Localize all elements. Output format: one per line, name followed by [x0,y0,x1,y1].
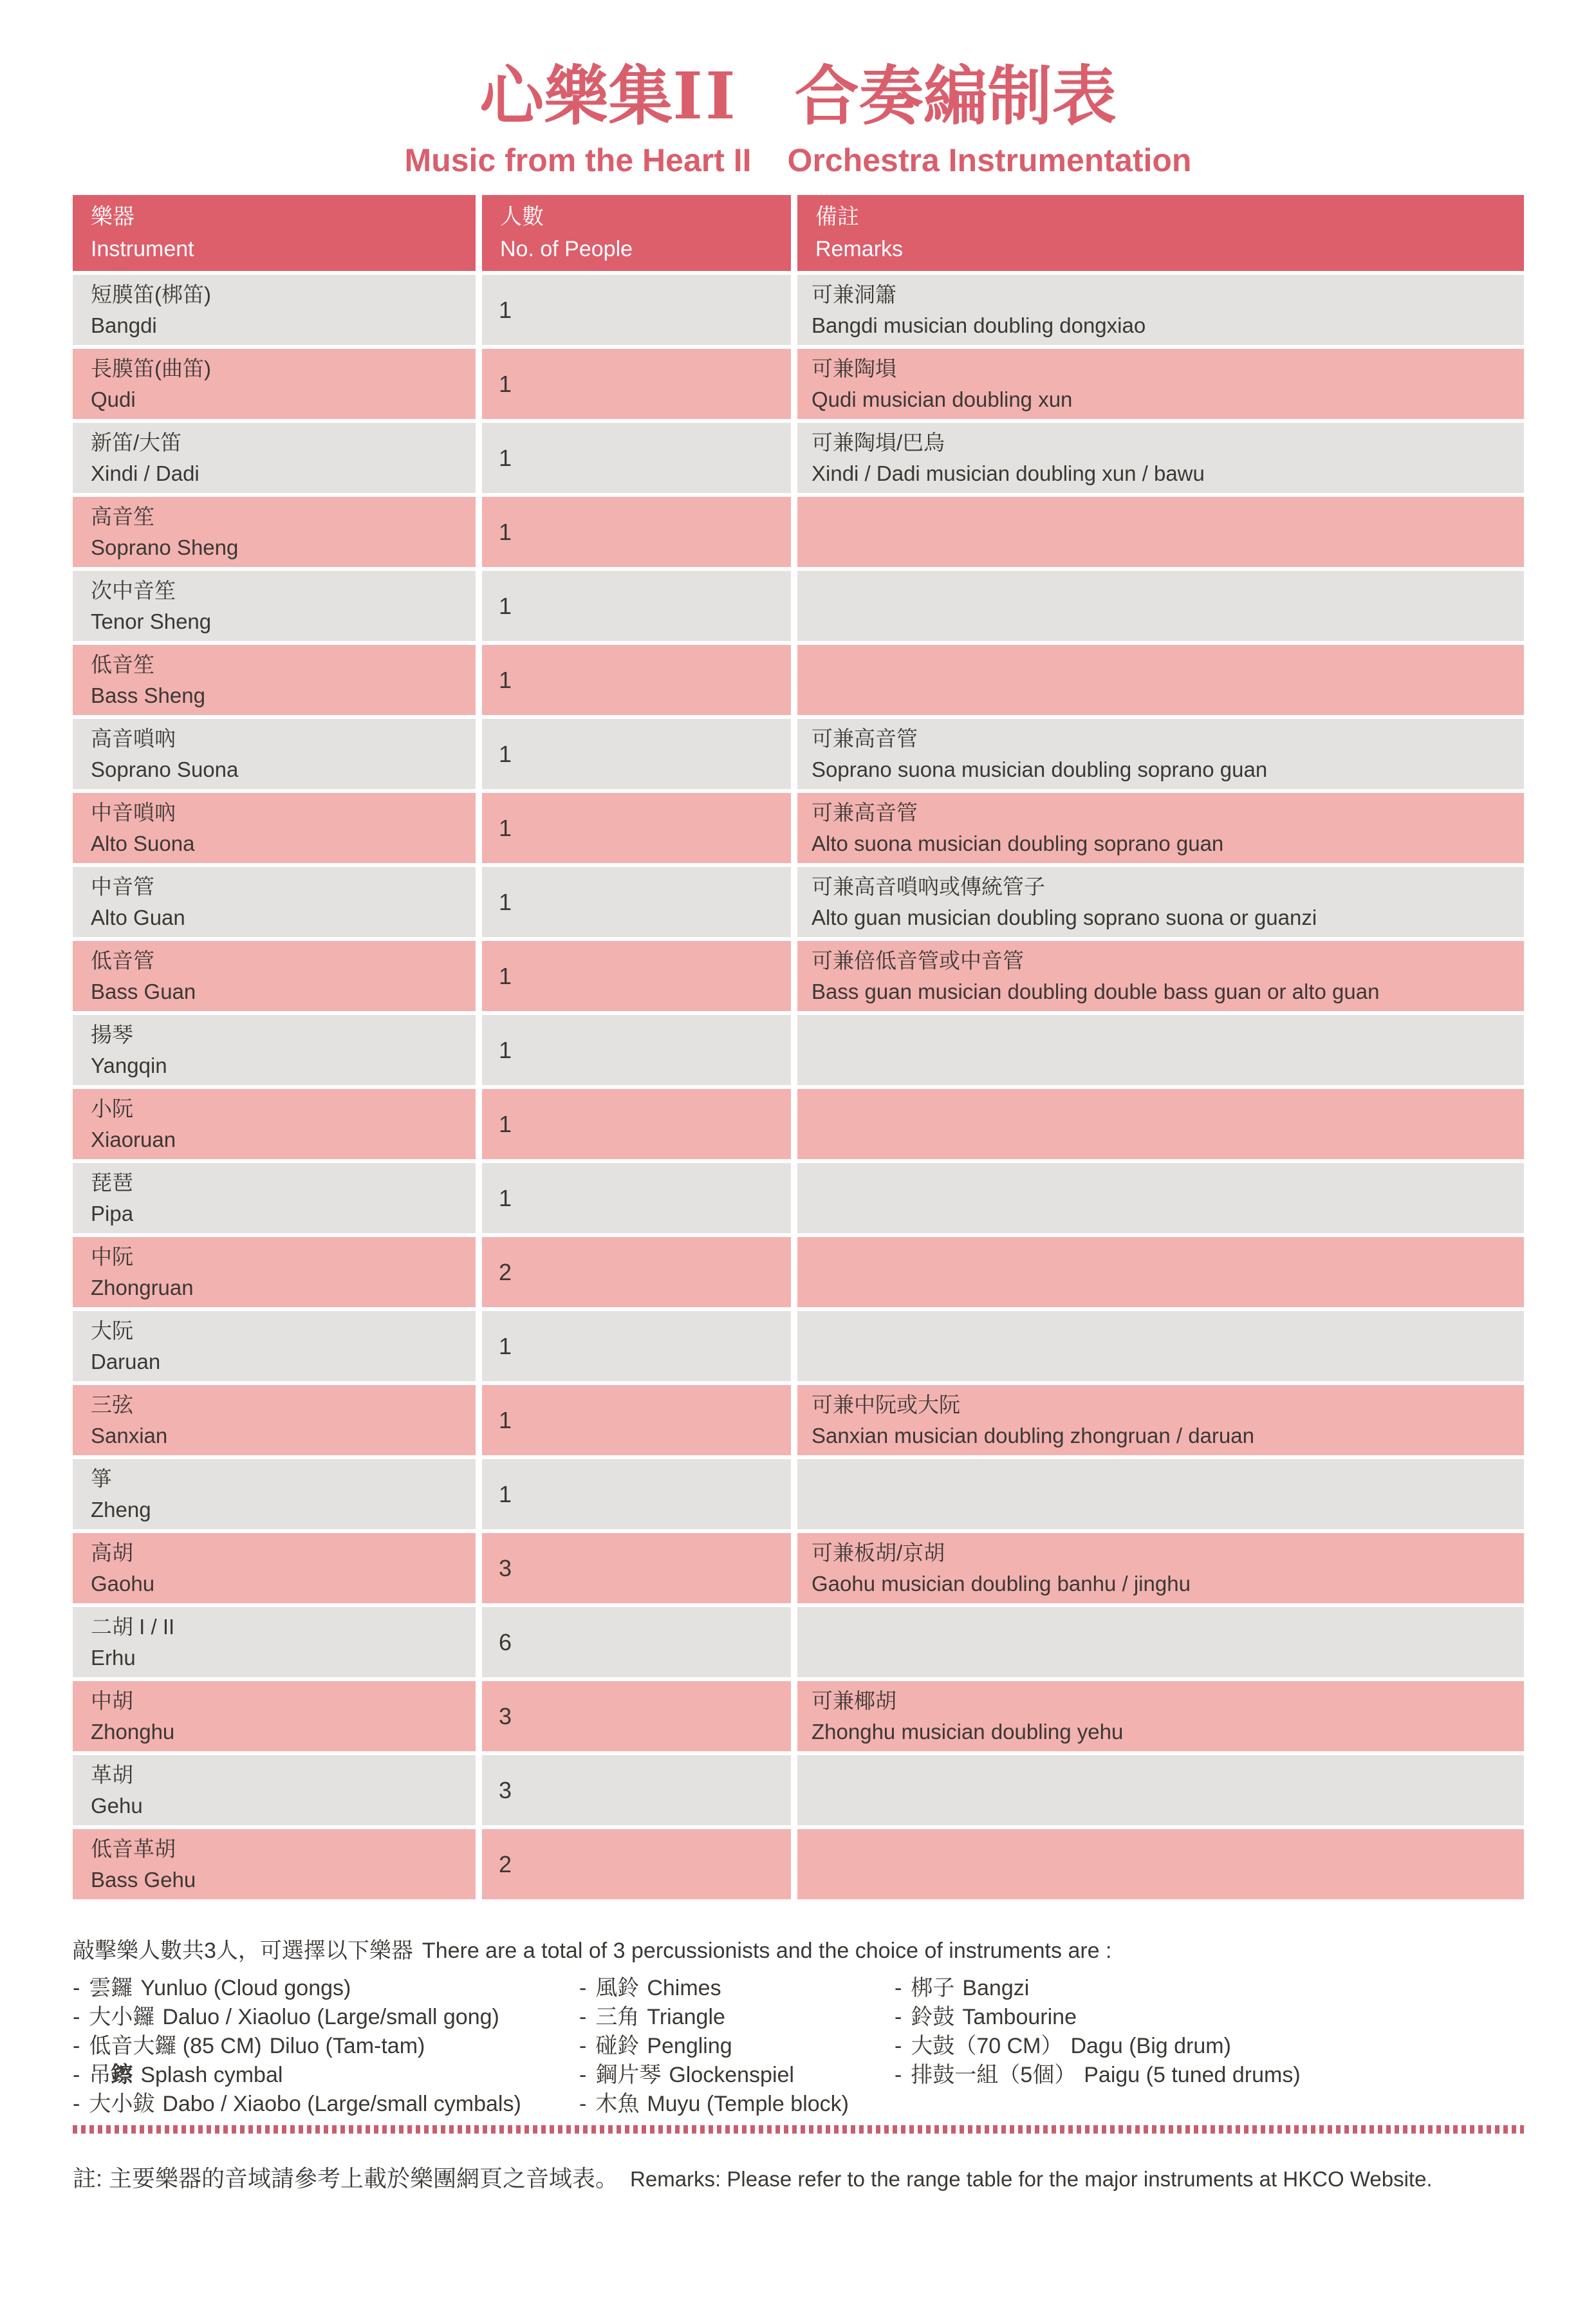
item-en: Yunluo (Cloud gongs) [140,1976,351,2000]
dash: - [73,2005,80,2029]
count-cell: 1 [482,497,791,567]
instrument-cell [73,1681,476,1751]
count-cell: 6 [482,1607,791,1677]
header-count-zh: 人數 [500,205,544,229]
item-zh-bold: 鑔 [111,2063,133,2087]
percussion-item [73,2032,579,2061]
remark-cell [797,1311,1524,1381]
footnote-en: Remarks: Please refer to the range table for the major instruments at HKCO Website. [630,2167,1433,2191]
percussion-item [73,1974,579,2003]
dash: - [579,2005,587,2029]
instrument-cell [73,275,476,345]
count-cell: 1 [482,1311,791,1381]
instrument-cell [73,719,476,789]
percussion-item [73,2061,579,2090]
instrument-en: Bass Sheng [91,683,205,707]
instrument-cell [73,1755,476,1825]
percussion-item [579,2032,895,2061]
item-zh: 低音大鑼 (85 CM) [89,2034,262,2058]
item-en: Dabo / Xiaobo (Large/small cymbals) [162,2092,521,2116]
table-row [73,719,1524,789]
item-en: Diluo (Tam-tam) [269,2034,425,2058]
instrument-en: Daruan [91,1349,161,1373]
instrument-cell [73,497,476,567]
instrument-zh: 短膜笛(梆笛) [91,282,211,306]
remark-en: Zhonghu musician doubling yehu [812,1719,1124,1744]
instrument-zh: 革胡 [91,1762,133,1787]
percussion-item [579,2061,895,2090]
dash: - [895,2005,902,2029]
remark-zh: 可兼高音管 [812,726,918,750]
remark-en: Soprano suona musician doubling soprano guan [812,757,1268,781]
instrument-cell [73,1311,476,1381]
instrument-en: Bass Gehu [91,1867,196,1892]
remark-en: Sanxian musician doubling zhongruan / daruan [812,1423,1254,1447]
percussion-item [895,2032,1523,2061]
instrument-en: Tenor Sheng [91,609,212,633]
table-row [73,793,1524,863]
remark-cell [797,571,1524,641]
count-cell: 1 [482,941,791,1011]
remark-cell [797,497,1524,567]
item-zh: 吊 [89,2063,111,2087]
item-en: Bangzi [962,1976,1030,2000]
footnote [73,2163,1596,2195]
item-zh: 大小鑼 [89,2005,155,2029]
instrument-en: Xiaoruan [91,1127,176,1151]
dash: - [73,2092,80,2116]
percussion-note-zh: 敲擊樂人數共3人，可選擇以下樂器 [73,1939,413,1963]
percussion-list [73,1974,1596,2119]
remark-cell [797,1755,1524,1825]
dash: - [579,2063,587,2087]
dash: - [579,2092,587,2116]
title-zh-rest: 合奏編制表 [794,60,1117,133]
remark-cell [797,1459,1524,1529]
count-cell: 1 [482,1385,791,1455]
remark-en: Xindi / Dadi musician doubling xun / bawu [812,461,1205,485]
instrument-cell [73,1829,476,1899]
instrument-en: Sanxian [91,1423,168,1447]
instrument-zh: 揚琴 [91,1022,133,1047]
count-cell: 1 [482,1459,791,1529]
item-en: Chimes [647,1976,721,2000]
table-row [73,1829,1524,1899]
item-en: Tambourine [962,2005,1077,2029]
instrument-zh: 低音笙 [91,652,154,676]
table-row [73,1163,1524,1233]
percussion-item [579,2090,895,2119]
dash: - [579,2034,587,2058]
remark-cell [797,941,1524,1011]
count-cell: 3 [482,1681,791,1751]
percussion-item [895,2061,1523,2090]
table-row [73,645,1524,715]
table-row [73,423,1524,493]
instrument-en: Gehu [91,1793,143,1818]
count-cell: 1 [482,645,791,715]
percussion-item [895,2003,1523,2032]
dash: - [895,1976,902,2000]
table-row [73,1533,1524,1603]
header-count-en: No. of People [500,237,633,261]
dash: - [73,2063,80,2087]
remark-cell [797,1829,1524,1899]
instrument-zh: 二胡 I / II [91,1614,175,1639]
instrument-cell [73,867,476,937]
item-en: Muyu (Temple block) [647,2092,849,2116]
dash: - [73,1976,80,2000]
percussion-item [73,2090,579,2119]
remark-cell [797,1089,1524,1159]
remark-cell [797,793,1524,863]
dash: - [73,2034,80,2058]
dotted-divider [73,2125,1524,2134]
count-cell: 1 [482,571,791,641]
remark-zh: 可兼高音嗩吶或傳統管子 [812,874,1045,898]
instrument-en: Soprano Sheng [91,535,239,559]
instrument-zh: 次中音笙 [91,578,176,602]
instrument-cell [73,423,476,493]
table-row [73,275,1524,345]
dash: - [579,1976,587,2000]
instrument-cell [73,645,476,715]
count-cell: 1 [482,1089,791,1159]
instrument-zh: 長膜笛(曲笛) [91,356,211,380]
item-zh: 梆子 [911,1976,955,2000]
instrument-cell [73,1533,476,1603]
count-cell: 1 [482,867,791,937]
title-en-left: Music from the Heart II [404,142,752,178]
item-zh: 排鼓一組（5個） [911,2063,1077,2087]
header-remarks-en: Remarks [815,237,904,261]
table-row [73,1089,1524,1159]
remark-cell [797,349,1524,419]
remark-zh: 可兼板胡/京胡 [812,1540,945,1565]
item-en: Glockenspiel [669,2063,794,2087]
instrument-zh: 大阮 [91,1318,133,1343]
count-cell: 3 [482,1755,791,1825]
instrument-cell [73,1163,476,1233]
percussion-note [73,1935,1596,1966]
count-cell: 1 [482,275,791,345]
header-cell-count [482,195,791,271]
title-en-right: Orchestra Instrumentation [787,142,1192,178]
item-en: Daluo / Xiaoluo (Large/small gong) [162,2005,499,2029]
table-header-row [73,195,1524,271]
header-instrument-zh: 樂器 [91,205,135,229]
instrument-zh: 低音管 [91,948,154,972]
table-row [73,867,1524,937]
dash: - [895,2063,902,2087]
item-zh: 大小鈸 [89,2092,155,2116]
remark-en: Alto guan musician doubling soprano suona or guanzi [812,905,1317,929]
table-row [73,1311,1524,1381]
item-zh: 鈴鼓 [911,2005,955,2029]
table-row [73,1681,1524,1751]
remark-cell [797,1015,1524,1085]
item-zh: 雲鑼 [89,1976,133,2000]
instrument-cell [73,1385,476,1455]
instrument-en: Gaohu [91,1571,155,1596]
table-row [73,1607,1524,1677]
instrument-cell [73,1015,476,1085]
item-en: Splash cymbal [140,2063,283,2087]
instrument-zh: 箏 [91,1466,112,1491]
remark-cell [797,645,1524,715]
instrument-zh: 中胡 [91,1688,133,1713]
count-cell: 1 [482,793,791,863]
instrument-en: Zhonghu [91,1719,175,1744]
item-zh: 大鼓（70 CM） [911,2034,1063,2058]
count-cell: 1 [482,349,791,419]
title-zh-numeral: II [673,58,738,134]
table-row [73,349,1524,419]
instrument-en: Zhongruan [91,1275,194,1299]
percussion-column-2 [579,1974,895,2119]
count-cell: 1 [482,1163,791,1233]
instrument-zh: 中音嗩吶 [91,800,176,824]
table-row [73,1015,1524,1085]
dash: - [895,2034,902,2058]
percussion-note-en: There are a total of 3 percussionists and the choice of instruments are : [422,1939,1112,1963]
instrument-en: Qudi [91,387,136,411]
instrument-zh: 高胡 [91,1540,133,1565]
instrument-en: Erhu [91,1645,136,1670]
item-en: Dagu (Big drum) [1070,2034,1231,2058]
remark-zh: 可兼陶塤/巴烏 [812,430,945,454]
remark-cell [797,1533,1524,1603]
header-cell-remarks [797,195,1524,271]
item-en: Pengling [647,2034,732,2058]
instrument-cell [73,1089,476,1159]
count-cell: 2 [482,1237,791,1307]
remark-zh: 可兼倍低音管或中音管 [812,948,1024,972]
instrument-zh: 高音笙 [91,504,154,528]
remark-cell [797,1163,1524,1233]
remark-zh: 可兼高音管 [812,800,918,824]
remark-en: Bangdi musician doubling dongxiao [812,313,1146,337]
instrument-cell [73,941,476,1011]
item-zh: 碰鈴 [595,2034,640,2058]
instrument-cell [73,571,476,641]
item-zh: 木魚 [595,2092,640,2116]
instrument-cell [73,1237,476,1307]
header-remarks-zh: 備註 [815,205,859,229]
item-zh: 風鈴 [595,1976,640,2000]
instrument-zh: 高音嗩吶 [91,726,176,750]
instrument-en: Yangqin [91,1053,167,1077]
percussion-item [579,2003,895,2032]
remark-en: Qudi musician doubling xun [812,387,1073,411]
item-en: Paigu (5 tuned drums) [1084,2063,1301,2087]
percussion-column-1 [73,1974,579,2119]
header-cell-instrument [73,195,476,271]
remark-cell [797,423,1524,493]
instrument-cell [73,1459,476,1529]
instrument-en: Alto Guan [91,905,185,929]
instrument-en: Bass Guan [91,979,196,1003]
table-row [73,571,1524,641]
page [0,59,1596,2317]
count-cell: 1 [482,1015,791,1085]
remark-zh: 可兼陶塤 [812,356,896,380]
remark-cell [797,719,1524,789]
percussion-item [579,1974,895,2003]
instrument-zh: 小阮 [91,1096,133,1121]
remark-en: Bass guan musician doubling double bass guan or alto guan [812,979,1380,1003]
remark-zh: 可兼中阮或大阮 [812,1392,960,1417]
count-cell: 3 [482,1533,791,1603]
percussion-item [73,2003,579,2032]
remark-en: Gaohu musician doubling banhu / jinghu [812,1571,1191,1596]
table-row [73,1237,1524,1307]
instrument-en: Bangdi [91,313,157,337]
table-row [73,497,1524,567]
remark-cell [797,1681,1524,1751]
remark-cell [797,1607,1524,1677]
instrument-en: Alto Suona [91,831,195,855]
item-zh: 三角 [595,2005,640,2029]
instrument-cell [73,1607,476,1677]
remark-zh: 可兼洞簫 [812,282,896,306]
remark-cell [797,275,1524,345]
instrument-zh: 中阮 [91,1244,133,1269]
instrument-en: Soprano Suona [91,757,239,781]
instrument-en: Xindi / Dadi [91,461,200,485]
table-row [73,1385,1524,1455]
instrument-en: Pipa [91,1201,134,1225]
table-row [73,1755,1524,1825]
instrumentation-table [73,195,1524,1899]
table-row [73,941,1524,1011]
count-cell: 1 [482,423,791,493]
count-cell: 2 [482,1829,791,1899]
remark-cell [797,1385,1524,1455]
percussion-item [895,1974,1523,2003]
instrument-zh: 新笛/大笛 [91,430,182,454]
footnote-zh: 註: 主要樂器的音域請參考上載於樂團網頁之音域表。 [73,2165,619,2191]
instrument-cell [73,349,476,419]
percussion-column-3 [895,1974,1523,2119]
title-zh-main: 心樂集 [479,60,673,133]
header-instrument-en: Instrument [91,237,194,261]
page-title-en [0,143,1596,178]
item-zh: 鋼片琴 [595,2063,662,2087]
remark-cell [797,867,1524,937]
item-en: Triangle [647,2005,725,2029]
instrument-zh: 三弦 [91,1392,133,1417]
table-row [73,1459,1524,1529]
remark-cell [797,1237,1524,1307]
instrument-cell [73,793,476,863]
instrument-en: Zheng [91,1497,151,1521]
instrument-zh: 低音革胡 [91,1836,176,1861]
instrument-zh: 琵琶 [91,1170,133,1195]
count-cell: 1 [482,719,791,789]
page-title-zh [0,59,1596,134]
remark-en: Alto suona musician doubling soprano guan [812,831,1224,855]
remark-zh: 可兼椰胡 [812,1688,896,1713]
instrument-zh: 中音管 [91,874,154,898]
